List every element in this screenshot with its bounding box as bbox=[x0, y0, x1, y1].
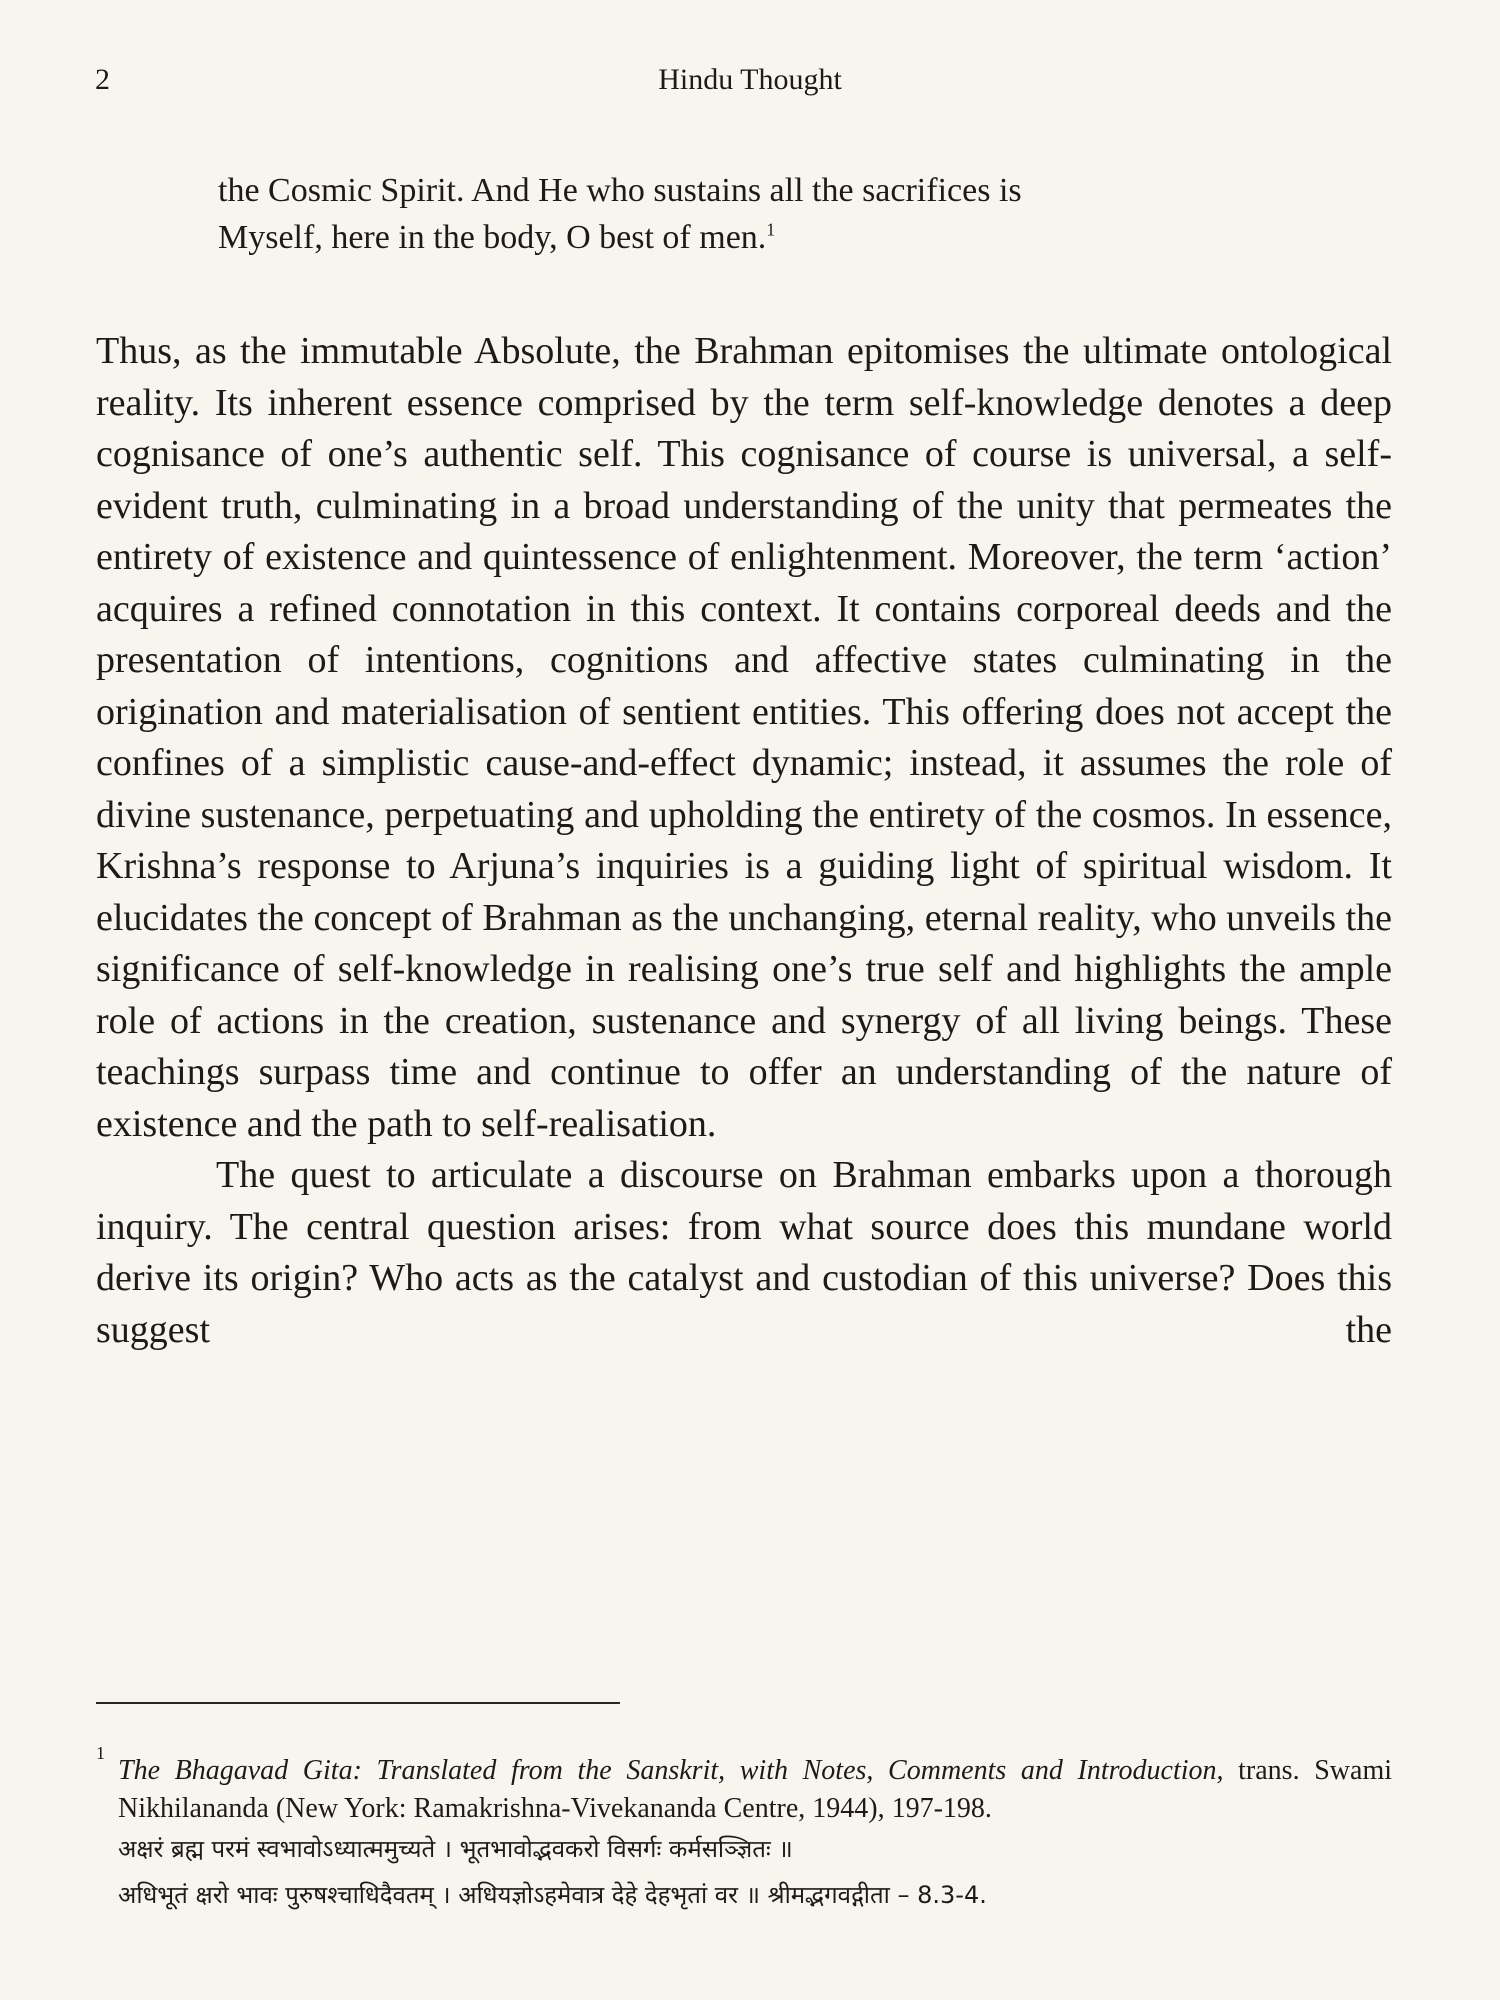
sanskrit-verse-line-1: अक्षरं ब्रह्म परमं स्वभावोऽध्यात्ममुच्यते । भूतभावोद्भवकरो विसर्गः कर्मसञ्ज्ञितः ॥ bbox=[118, 1835, 793, 1863]
page-number: 2 bbox=[95, 63, 110, 96]
paragraph-brahman-reality: Thus, as the immutable Absolute, the Brahman epitomises the ultimate ontological reality. Its inherent essence comprised by the term self-knowledge denotes a deep cognisance of one’s authentic self. This cognisance of course is universal, a self-evident truth, culminating in a broad understanding of the unity that permeates the entirety of existence and quintessence of enlightenment. Moreover, the term ‘action’ acquires a refined connotation in this context. It contains corporeal deeds and the presentation of intentions, cognitions and affective states culminating in the origination and materialisation of sentient entities. This offering does not accept the confines of a simplistic cause-and-effect dynamic; instead, it assumes the role of divine sustenance, perpetuating and upholding the entirety of the cosmos. In essence, Krishna’s response to Arjuna’s inquiries is a guiding light of spiritual wisdom. It elucidates the concept of Brahman as the unchanging, eternal reality, who unveils the significance of self-knowledge in realising one’s true self and highlights the ample role of actions in the creation, sustenance and synergy of all living beings. These teachings surpass time and continue to offer an understanding of the nature of existence and the path to self-realisation. bbox=[96, 330, 1392, 1145]
footnote-divider bbox=[96, 1702, 620, 1704]
quote-footnote-marker: 1 bbox=[766, 219, 776, 240]
footnote-title: The Bhagavad Gita: Translated from the Sanskrit, with Notes, Comments and Introduction, bbox=[118, 1755, 1224, 1786]
gita-quote bbox=[218, 167, 1318, 261]
footnote-publication-details: trans. Swami Nikhilananda (New York: Ramakrishna-Vivekananda Centre, 1944), 197-198. bbox=[118, 1755, 1393, 1824]
quote-line-2-text: Myself, here in the body, O best of men. bbox=[218, 219, 767, 256]
sanskrit-verse-line-2: अधिभूतं क्षरो भावः पुरुषश्चाधिदैवतम् । अधियज्ञोऽहमेवात्र देहे देहभृतां वर ॥ श्रीमद्भगवद्गीता – 8.3-4. bbox=[118, 1881, 987, 1909]
main-text bbox=[96, 326, 1392, 1356]
paragraph-brahman-inquiry: The quest to articulate a discourse on Brahman embarks upon a thorough inquiry. The central question arises: from what source does this mundane world derive its origin? Who acts as the catalyst and custodian of this universe? Does this suggest the bbox=[96, 1154, 1392, 1351]
running-head: Hindu Thought bbox=[658, 63, 842, 96]
quote-line-2 bbox=[218, 214, 1318, 261]
footnotes bbox=[96, 1743, 1393, 1916]
footnote-marker: 1 bbox=[96, 1743, 105, 1763]
quote-line-1: the Cosmic Spirit. And He who sustains all the sacrifices is bbox=[218, 172, 1022, 209]
footnote-1 bbox=[96, 1743, 1393, 1828]
